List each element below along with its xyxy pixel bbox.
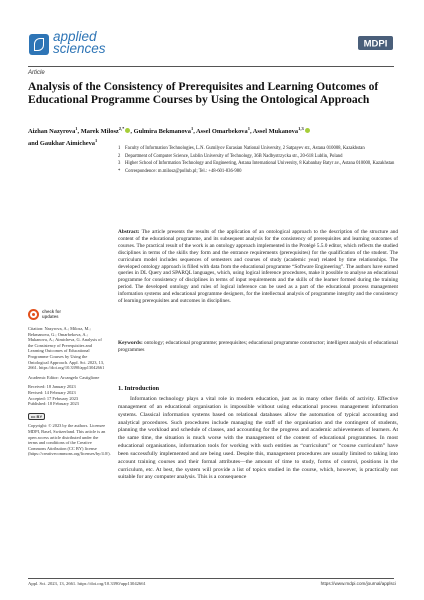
article-sidebar <box>28 308 111 457</box>
author-affiliation-mark: 1 <box>190 126 194 131</box>
keywords <box>118 340 398 354</box>
affiliation-mark: * <box>118 168 121 174</box>
author-affiliation-mark: 1 <box>247 126 250 131</box>
mdpi-logo-icon <box>358 36 393 50</box>
revised-date: Revised: 14 February 2023 <box>28 389 76 395</box>
affiliations <box>118 146 398 176</box>
author-name[interactable]: Assel Omarbekova <box>196 128 248 136</box>
author-affiliation-mark: 1 <box>95 138 98 144</box>
author-affiliation-mark: 2,* <box>118 126 125 131</box>
cc-by-license-icon[interactable]: cc BY <box>28 413 45 421</box>
author-separator: , <box>249 128 253 136</box>
article-type: Article <box>28 70 45 76</box>
affiliation-text: Correspondence: m.milosz@pollub.pl; Tel.: +48-601-836-980 <box>125 168 242 174</box>
section-heading: 1. Introduction <box>118 385 160 392</box>
author-name[interactable]: Marek Milosz <box>80 128 119 136</box>
affiliation-mark: 2 <box>118 153 121 159</box>
footer-citation[interactable]: Appl. Sci. 2023, 13, 2661. https://doi.org/10.3390/app13042661 <box>28 581 146 586</box>
author-name[interactable]: and Gaukhar Aimicheva <box>28 140 95 148</box>
author-name[interactable]: Gulmira Bekmanova <box>133 128 191 136</box>
author-separator: , <box>130 128 134 136</box>
academic-editor: Academic Editor: Arcangelo Castiglione <box>28 374 100 380</box>
introduction-body <box>118 396 398 482</box>
affiliation-text: Higher School of Information Technology and Engineering, Astana International University, 8 Kabanbay Batyr av., Astana 010000, Kazakhstan <box>125 161 395 166</box>
affiliation-item <box>118 154 398 161</box>
svg-text:MDPI: MDPI <box>363 38 388 50</box>
affiliation-mark: 3 <box>118 161 121 166</box>
copyright-notice: Copyright: © 2023 by the authors. Licensee MDPI, Basel, Switzerland. This article is an open access article distributed under the terms and conditions of the Creative Commons Attribution (CC BY) license (https://creativecommons.org/licenses/by/4.0/). <box>28 423 111 457</box>
updates-icon <box>28 309 39 320</box>
author-affiliation-mark: 1,3 <box>298 126 304 131</box>
orcid-icon[interactable] <box>305 128 310 133</box>
abstract-label: Abstract: <box>118 229 140 235</box>
header-rule <box>28 66 394 67</box>
author-separator: , <box>193 128 197 136</box>
affiliation-item <box>118 161 398 168</box>
received-date: Received: 18 January 2023 <box>28 384 76 390</box>
intro-paragraph: Information technology plays a vital role in modern education, just as in many other fields of activity. Effective management of an educational organisation is impossible without using educational process management information systems. Classical information systems based on relational databases allow the automation of typical accounting and analytical procedures. Such procedures include managing the staff of the organisation and the contingent of students, planning the workload and schedule of classes, and accounting for the progress and academic achievements of learners. At the same time, the situation is much worse with the management of the content of educational programmes. In most educational organisations, information tools for working with such entities as “curriculum” or “course curriculum” have been successfully implemented and are being used. Despite this, management procedures are usually limited to taking into account training courses and their formal attributes—the amount of time to study, forms of control, positions in the curriculum, etc. At best, the system will provide a list of topics studied in the course, which, however, is practically not suitable for any computer analysis. This is a consequence <box>118 396 398 481</box>
journal-name[interactable]: applied sciences <box>53 29 106 56</box>
author-separator: , <box>77 128 81 136</box>
abstract-text: The article presents the results of the application of an ontological approach to the description of the structure and content of the educational programme, and its subsequent analysis for the consistency of prerequisites and learning outcomes of courses. The practical result of the work is an ontology approach implemented in the Protégé 5.5.0 editor, which reflects the studied disciplines in terms of the skills they form and the entrance requirements (prerequisites) for the qualification of the student. The curriculum model includes sequences of semesters and courses of study (academic year) related by time relationships. The developed ontology approach is filled with data from the educational programme “Software Engineering”. The authors have earned queries in DL Query and SPARQL languages, which, using logical inference procedures, make it possible to analyse an educational programme for consistency of disciplines in terms of input requirements and the skills of the learner formed during the training period. The developed ontology and rules of logical inference can be used as a part of the educational process management information systems and educational programme designers, for the intellectual analysis of programme integrity and the consistency of learning prerequisites and outcomes in disciplines. <box>118 229 398 305</box>
footer-rule <box>28 578 394 579</box>
published-date: Published: 18 February 2023 <box>28 401 79 407</box>
affiliation-item <box>118 169 398 176</box>
author-name[interactable]: Aizhan Nazyrova <box>28 128 76 136</box>
keywords-label: Keywords: <box>118 340 143 346</box>
affiliation-item <box>118 146 398 153</box>
check-for-updates-button[interactable]: check for updates <box>28 309 106 320</box>
affiliation-text: Department of Computer Science, Lublin University of Technology, 36B Nadbystrzycka str., 20-618 Lublin, Poland <box>125 153 343 159</box>
author-affiliation-mark: 1 <box>75 126 78 131</box>
journal-url[interactable]: https://www.mdpi.com/journal/applsci <box>320 581 396 586</box>
journal-logo-icon <box>29 34 49 55</box>
affiliation-text: Faculty of Information Technologies, L.N. Gumilyov Eurasian National University, 2 Satpayev str., Astana 010008, Kazakhstan <box>125 146 365 151</box>
author-list <box>28 124 396 148</box>
accepted-date: Accepted: 17 February 2023 <box>28 395 79 401</box>
paper-title: Analysis of the Consistency of Prerequisites and Learning Outcomes of Educational Programme Courses by Using the Ontological Approach <box>28 80 379 107</box>
affiliation-mark: 1 <box>118 146 121 151</box>
abstract <box>118 229 398 305</box>
author-name[interactable]: Assel Mukanova <box>252 128 299 136</box>
keywords-text: ontology; educational programme; prerequisites; educational programme constructor; intelligent analysis of educational programmes <box>118 340 398 353</box>
citation: Citation: Nazyrova, A.; Milosz, M.; Bekmanova, G.; Omarbekova, A.; Mukanova, A.; Aimicheva, G. Analysis of the Consistency of Prerequisites and Learning Outcomes of Educational Programme Courses by Using the Ontological Approach. Appl. Sci. 2023, 13, 2661. https://doi.org/10.3390/app13042661 <box>28 326 105 371</box>
